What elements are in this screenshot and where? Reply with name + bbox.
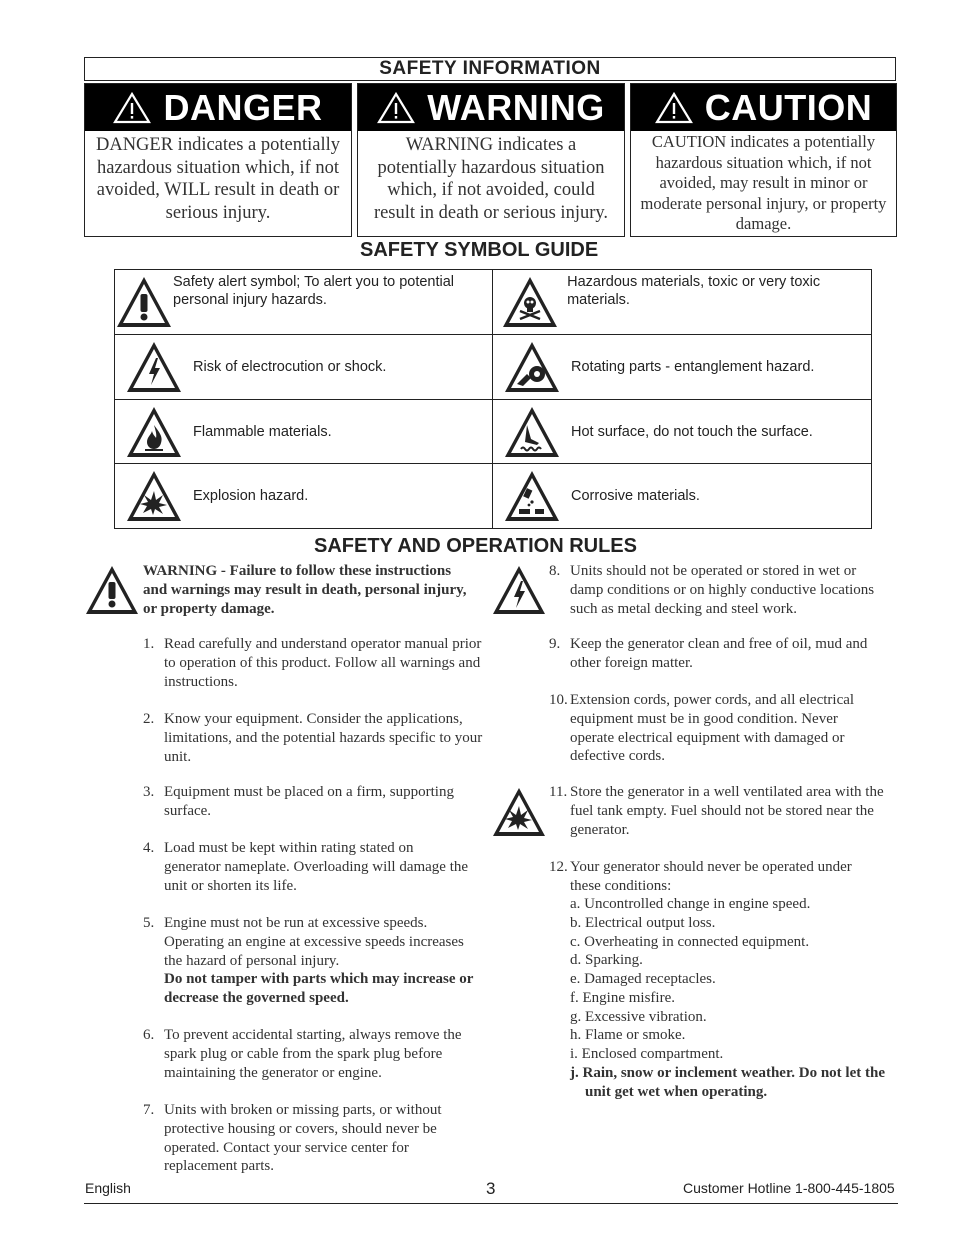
symbol-description: Risk of electrocution or shock. bbox=[193, 359, 387, 375]
symbol-description: Hot surface, do not touch the surface. bbox=[571, 424, 813, 440]
condition-item: h. Flame or smoke. bbox=[570, 1027, 686, 1043]
symbol-description: Rotating parts - entanglement hazard. bbox=[571, 359, 815, 375]
symbol-description: Flammable materials. bbox=[193, 424, 332, 440]
condition-item: a. Uncontrolled change in engine speed. bbox=[570, 896, 811, 912]
symbol-row-explosion bbox=[115, 464, 493, 528]
symbol-guide-title: SAFETY SYMBOL GUIDE bbox=[360, 239, 599, 261]
rule-text: Load must be kept within rating stated on generator nameplate. Overloading will damage the unit or shorten its life. bbox=[164, 840, 469, 894]
rule-number: 9. bbox=[549, 636, 561, 652]
condition-item: i. Enclosed compartment. bbox=[570, 1046, 724, 1062]
rule-text: Equipment must be placed on a firm, supporting surface. bbox=[164, 784, 454, 819]
symbol-row-toxic bbox=[493, 270, 871, 334]
hot-surface-icon bbox=[503, 405, 561, 459]
rule-text: Keep the generator clean and free of oil, mud and other foreign matter. bbox=[570, 636, 868, 671]
explosion-icon bbox=[491, 786, 547, 838]
symbol-description: Explosion hazard. bbox=[193, 488, 309, 504]
rule-text: Read carefully and understand operator manual prior to operation of this product. Follow all warnings and instructions. bbox=[164, 636, 482, 690]
danger-description: DANGER indicates a potentially hazardous situation which, if not avoided, WILL result in death or serious injury. bbox=[95, 135, 341, 223]
rule-item bbox=[549, 635, 894, 673]
caution-description: CAUTION indicates a potentially hazardous situation which, if not avoided, may result in minor or moderate personal injury, or property damage. bbox=[640, 132, 887, 234]
condition-item: f. Engine misfire. bbox=[570, 990, 675, 1006]
warning-title: WARNING bbox=[427, 86, 605, 128]
symbol-row-rotating-parts bbox=[493, 335, 871, 399]
toxic-materials-icon bbox=[501, 275, 559, 329]
rule-number: 10. bbox=[549, 692, 568, 708]
alert-triangle-icon bbox=[113, 92, 151, 124]
rule-item bbox=[143, 635, 483, 691]
danger-title: DANGER bbox=[163, 86, 323, 128]
warning-header bbox=[358, 84, 624, 131]
symbol-description: Corrosive materials. bbox=[571, 488, 700, 504]
rules-warning-intro: WARNING - Failure to follow these instructions and warnings may result in death, personal injury, or property damage. bbox=[143, 563, 467, 617]
footer-language: English bbox=[85, 1180, 131, 1196]
rule-number: 12. bbox=[549, 859, 568, 875]
explosion-icon bbox=[125, 469, 183, 523]
rule-number: 5. bbox=[143, 915, 155, 931]
rule-text: Know your equipment. Consider the applications, limitations, and the potential hazards specific to your unit. bbox=[164, 711, 483, 765]
danger-box bbox=[84, 83, 352, 237]
condition-item-emphasis: j. Rain, snow or inclement weather. Do not let the unit get wet when operating. bbox=[570, 1065, 885, 1100]
rotating-parts-icon bbox=[503, 340, 561, 394]
rule-text: Engine must not be run at excessive speeds. Operating an engine at excessive speeds increases the hazard of personal injury. bbox=[164, 915, 464, 969]
rule-text: Extension cords, power cords, and all electrical equipment must be in good condition. Never operate electrical equipment with damaged or defective cords. bbox=[570, 692, 855, 765]
rule-text: Units with broken or missing parts, or without protective housing or covers, should never be operated. Contact your service center for replacement parts. bbox=[164, 1102, 442, 1175]
rule-item bbox=[549, 858, 894, 896]
rule-item bbox=[143, 710, 483, 766]
rule-number: 3. bbox=[143, 784, 155, 800]
page-number: 3 bbox=[486, 1179, 496, 1198]
rule-text: To prevent accidental starting, always remove the spark plug or cable from the spark plug before maintaining the generator or engine. bbox=[164, 1027, 462, 1081]
danger-header bbox=[85, 84, 351, 131]
symbol-row-safety-alert bbox=[115, 270, 493, 334]
customer-hotline: Customer Hotline 1-800-445-1805 bbox=[683, 1180, 895, 1196]
symbol-row-corrosive bbox=[493, 464, 871, 528]
footer-divider bbox=[84, 1203, 898, 1204]
safety-information-banner: SAFETY INFORMATION bbox=[84, 57, 896, 81]
warning-description: WARNING indicates a potentially hazardous situation which, if not avoided, could result in death or serious injury. bbox=[373, 135, 609, 223]
rules-title: SAFETY AND OPERATION RULES bbox=[314, 535, 637, 557]
flammable-icon bbox=[125, 405, 183, 459]
symbol-row-electrocution bbox=[115, 335, 493, 399]
rule-item bbox=[143, 1101, 483, 1176]
rule-number: 8. bbox=[549, 563, 561, 579]
rule-text: Your generator should never be operated under these conditions: bbox=[570, 859, 852, 894]
caution-box bbox=[630, 83, 897, 237]
safety-alert-icon bbox=[115, 275, 173, 329]
rule-text: Units should not be operated or stored in wet or damp conditions or on highly conductive locations such as metal decking and steel work. bbox=[570, 563, 875, 617]
corrosive-icon bbox=[503, 469, 561, 523]
condition-item: b. Electrical output loss. bbox=[570, 915, 716, 931]
symbol-row-flammable bbox=[115, 400, 493, 464]
electrocution-icon bbox=[491, 564, 547, 616]
electrocution-icon bbox=[125, 340, 183, 394]
rule-number: 6. bbox=[143, 1027, 155, 1043]
caution-title: CAUTION bbox=[704, 86, 873, 128]
caution-header bbox=[631, 84, 896, 131]
symbol-guide-table bbox=[114, 269, 872, 529]
rule-item bbox=[549, 562, 894, 618]
symbol-description: Hazardous materials, toxic or very toxic materials. bbox=[567, 274, 821, 308]
rule-number: 11. bbox=[549, 784, 568, 800]
condition-item: e. Damaged receptacles. bbox=[570, 971, 716, 987]
alert-triangle-icon bbox=[377, 92, 415, 124]
rule-number: 1. bbox=[143, 636, 155, 652]
symbol-row-hot-surface bbox=[493, 400, 871, 464]
rule-item bbox=[143, 839, 483, 895]
rule-item bbox=[549, 691, 894, 766]
rule-number: 4. bbox=[143, 840, 155, 856]
rule-item bbox=[143, 1026, 483, 1082]
condition-item: d. Sparking. bbox=[570, 952, 643, 968]
rule-item bbox=[549, 783, 894, 839]
rule-item bbox=[143, 914, 483, 1008]
warning-box bbox=[357, 83, 625, 237]
condition-item: c. Overheating in connected equipment. bbox=[570, 934, 810, 950]
symbol-description: Safety alert symbol; To alert you to potential personal injury hazards. bbox=[173, 274, 455, 308]
rule-number: 7. bbox=[143, 1102, 155, 1118]
rule-number: 2. bbox=[143, 711, 155, 727]
rule-text-emphasis: Do not tamper with parts which may increase or decrease the governed speed. bbox=[164, 971, 474, 1007]
safety-alert-icon bbox=[84, 564, 140, 616]
condition-item: g. Excessive vibration. bbox=[570, 1009, 707, 1025]
alert-triangle-icon bbox=[655, 92, 693, 124]
rule-item bbox=[143, 783, 483, 821]
rule-text: Store the generator in a well ventilated area with the fuel tank empty. Fuel should not be stored near the generator. bbox=[570, 784, 884, 838]
